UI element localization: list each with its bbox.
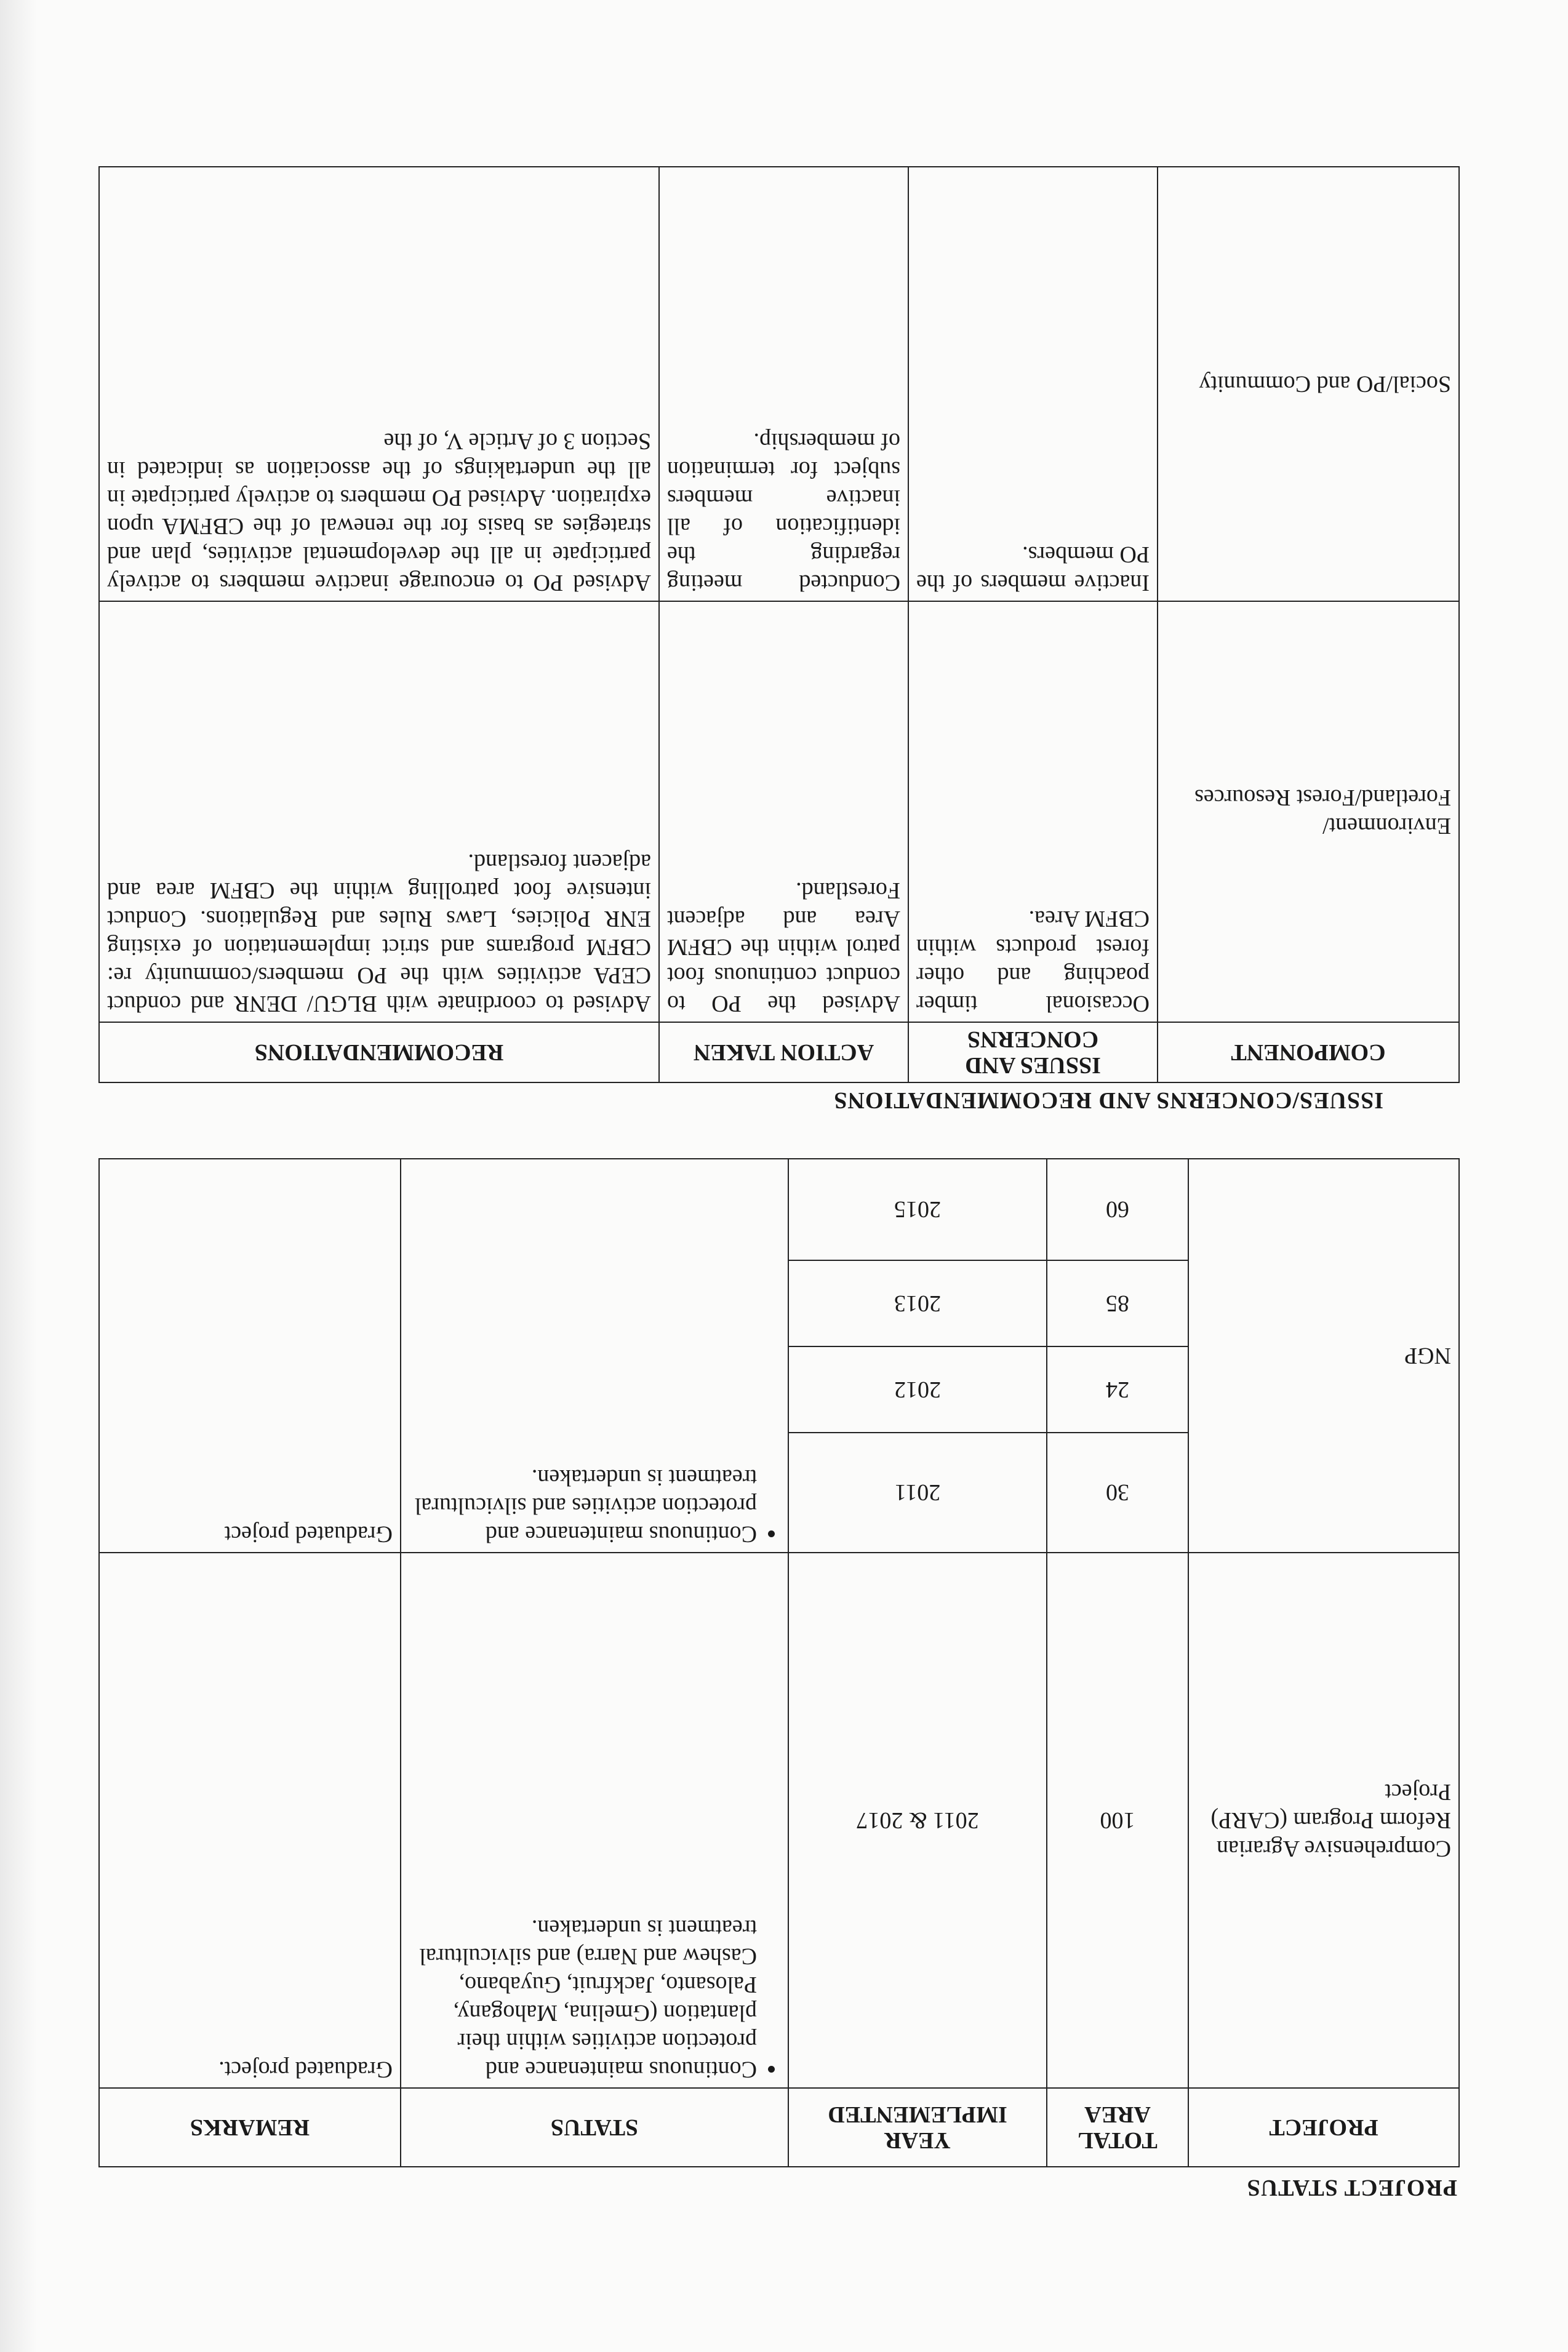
remarks: Graduated project — [99, 1159, 401, 1553]
year-implemented: 2013 — [788, 1260, 1047, 1346]
col-remarks: REMARKS — [99, 2088, 401, 2167]
col-project: PROJECT — [1188, 2088, 1459, 2167]
issue-text: Occasional timber poaching and other forest products within CBFM Area. — [908, 601, 1158, 1022]
year-implemented: 2011 — [788, 1433, 1047, 1553]
project-name: Comprehensive Agrarian Reform Program (CARP) Project — [1188, 1553, 1459, 2088]
project-status-heading: PROJECT STATUS — [1246, 2175, 1457, 2201]
status-cell — [401, 1553, 788, 2088]
table-row — [99, 1433, 1459, 1553]
component: Environment/ Foretland/Forest Resources — [1158, 601, 1459, 1022]
status-text: • Continuous maintenance and protection activities within their plantation (Gmelina, Mahogany, Palosanto, Jackfruit, Guyabano, Cashew and Narra) and silvicultural treatment is undertaken. — [409, 1914, 757, 2084]
total-area: 60 — [1047, 1159, 1188, 1260]
col-action-taken: ACTION TAKEN — [659, 1022, 908, 1082]
scan-edge-shadow — [0, 0, 37, 2352]
total-area: 24 — [1047, 1346, 1188, 1433]
project-status-table — [98, 1158, 1460, 2167]
col-year-implemented: YEAR IMPLEMENTED — [788, 2088, 1047, 2167]
total-area: 30 — [1047, 1433, 1188, 1553]
col-issues-concerns: ISSUES AND CONCERNS — [908, 1022, 1158, 1082]
table-row — [99, 167, 1459, 601]
action-text: Conducted meeting regarding the identification of all inactive members subject for termination of membership. — [659, 167, 908, 601]
total-area: 100 — [1047, 1553, 1188, 2088]
total-area: 85 — [1047, 1260, 1188, 1346]
issues-heading: ISSUES/CONCERNS AND RECOMMENDATIONS — [833, 1087, 1383, 1113]
status-text: • Continuous maintenance and protection activities and silvicultural treatment is undertaken. — [409, 1463, 757, 1548]
col-total-area: TOTAL AREA — [1047, 2088, 1188, 2167]
col-status: STATUS — [401, 2088, 788, 2167]
project-name: NGP — [1188, 1159, 1459, 1553]
status-cell — [401, 1159, 788, 1553]
table-row — [99, 601, 1459, 1022]
year-implemented: 2012 — [788, 1346, 1047, 1433]
remarks: Graduated project. — [99, 1553, 401, 2088]
table-row — [99, 1553, 1459, 2088]
recommendation-text: Advised PO to encourage inactive members to actively participate in all the developmental activities, plan and strategies as basis for the renewal of the CBFMA upon expiration. Advised PO members to actively participate in all the undertakings of the association as indicated in Section 3 of Article V, of the — [99, 167, 659, 601]
recommendation-text: Advised to coordinate with BLGU/ DENR and conduct CEPA activities with the PO members/community re: CBFM programs and strict implementation of existing ENR Policies, Laws Rules and Regulations. Conduct intensive foot patrolling within the CBFM area and adjacent forestland. — [99, 601, 659, 1022]
year-implemented: 2015 — [788, 1159, 1047, 1260]
col-recommendations: RECOMMENDATIONS — [99, 1022, 659, 1082]
col-component: COMPONENT — [1158, 1022, 1459, 1082]
component: Social/PO and Community — [1158, 167, 1459, 601]
issue-text: Inactive members of the PO members. — [908, 167, 1158, 601]
action-text: Advised the PO to conduct continuous foot patrol within the CBFM Area and adjacent Forestland. — [659, 601, 908, 1022]
year-implemented: 2011 & 2017 — [788, 1553, 1047, 2088]
issues-table — [98, 166, 1460, 1083]
